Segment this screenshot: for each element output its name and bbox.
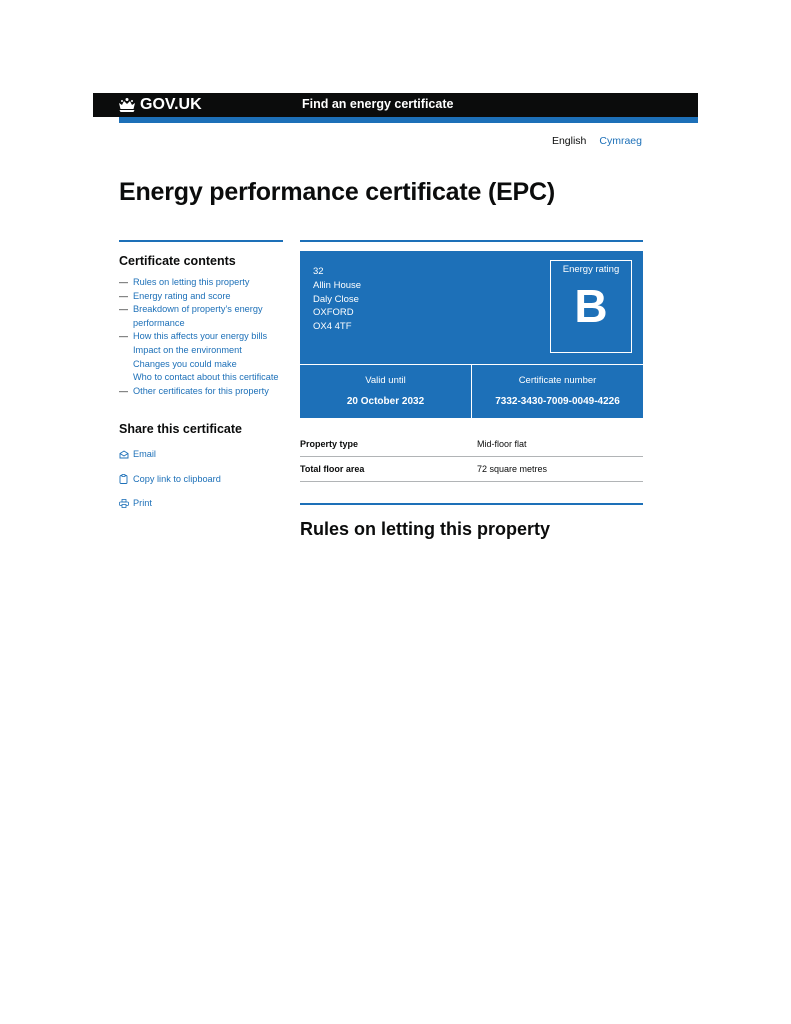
- summary-value: 72 square metres: [477, 464, 548, 474]
- language-current: English: [551, 135, 587, 147]
- contents-item: [119, 303, 283, 330]
- energy-rating-letter: B: [574, 280, 608, 332]
- valid-until-value: 20 October 2032: [346, 396, 425, 407]
- address-line: Allin House: [313, 279, 362, 291]
- language-switcher: [552, 135, 642, 147]
- summary-row: [300, 432, 643, 457]
- contents-heading: Certificate contents: [119, 254, 236, 268]
- contents-item: [119, 276, 283, 290]
- govuk-logo-link[interactable]: [118, 95, 202, 115]
- contents-link-rating[interactable]: Energy rating and score: [133, 290, 231, 301]
- main-content: [300, 240, 643, 539]
- contents-link-other-certificates[interactable]: Other certificates for this property: [133, 385, 269, 396]
- printer-icon: [119, 499, 133, 508]
- service-name-link[interactable]: Find an energy certificate: [302, 97, 454, 111]
- summary-row: [300, 457, 643, 482]
- contents-link-changes[interactable]: Changes you could make: [133, 358, 237, 369]
- share-copy-link[interactable]: Copy link to clipboard: [133, 473, 221, 484]
- contents-item: [119, 344, 283, 358]
- share-print-link[interactable]: Print: [133, 498, 152, 509]
- contents-link-rules[interactable]: Rules on letting this property: [133, 277, 250, 287]
- epc-summary-box: [300, 251, 643, 418]
- main-divider: [300, 240, 643, 242]
- contents-list: [119, 276, 283, 398]
- page-title: Energy performance certificate (EPC): [119, 178, 556, 206]
- email-icon: [119, 450, 133, 459]
- contents-item: [119, 330, 283, 344]
- brand-text: GOV.UK: [140, 96, 202, 113]
- contents-item: [119, 290, 283, 304]
- contents-item: [119, 371, 283, 385]
- valid-until-cell: [300, 365, 471, 419]
- valid-until-label: Valid until: [365, 375, 406, 386]
- contents-link-breakdown[interactable]: Breakdown of property’s energy performance: [133, 304, 263, 328]
- address-line: Daly Close: [313, 293, 359, 305]
- property-summary-list: [300, 432, 643, 482]
- energy-rating-label: Energy rating: [562, 264, 620, 275]
- certificate-number-value: 7332-3430-7009-0049-4226: [495, 396, 620, 407]
- contents-link-environment[interactable]: Impact on the environment: [133, 344, 242, 355]
- address-line: OX4 4TF: [313, 321, 352, 333]
- certificate-number-cell: [471, 365, 643, 419]
- summary-key: Total floor area: [300, 464, 365, 474]
- share-list: [119, 448, 283, 509]
- certificate-number-label: Certificate number: [518, 375, 597, 386]
- section-divider: [300, 503, 643, 505]
- address-line: 32: [313, 266, 324, 277]
- energy-rating-box: [550, 260, 632, 353]
- share-item: [119, 497, 283, 509]
- share-email-link[interactable]: Email: [133, 449, 156, 460]
- crown-icon: [118, 97, 136, 113]
- sidebar: [119, 240, 283, 522]
- property-address: [313, 265, 361, 334]
- header-blue-stripe: [119, 117, 698, 123]
- contents-item: [119, 385, 283, 399]
- clipboard-icon: [119, 474, 133, 484]
- language-link-cymraeg[interactable]: Cymraeg: [599, 135, 642, 147]
- share-item: [119, 473, 283, 485]
- contents-link-bills[interactable]: How this affects your energy bills: [133, 331, 268, 342]
- certificate-details: [300, 364, 643, 419]
- address-line: OXFORD: [313, 307, 354, 319]
- contents-link-contact[interactable]: Who to contact about this certificate: [133, 372, 279, 383]
- govuk-header: [93, 93, 698, 117]
- contents-item: [119, 358, 283, 372]
- share-item: [119, 448, 283, 460]
- share-heading: Share this certificate: [119, 422, 242, 437]
- sidebar-divider: [119, 240, 283, 242]
- summary-value: Mid-floor flat: [477, 439, 527, 449]
- summary-key: Property type: [300, 439, 359, 449]
- section-title-rules: Rules on letting this property: [300, 519, 551, 539]
